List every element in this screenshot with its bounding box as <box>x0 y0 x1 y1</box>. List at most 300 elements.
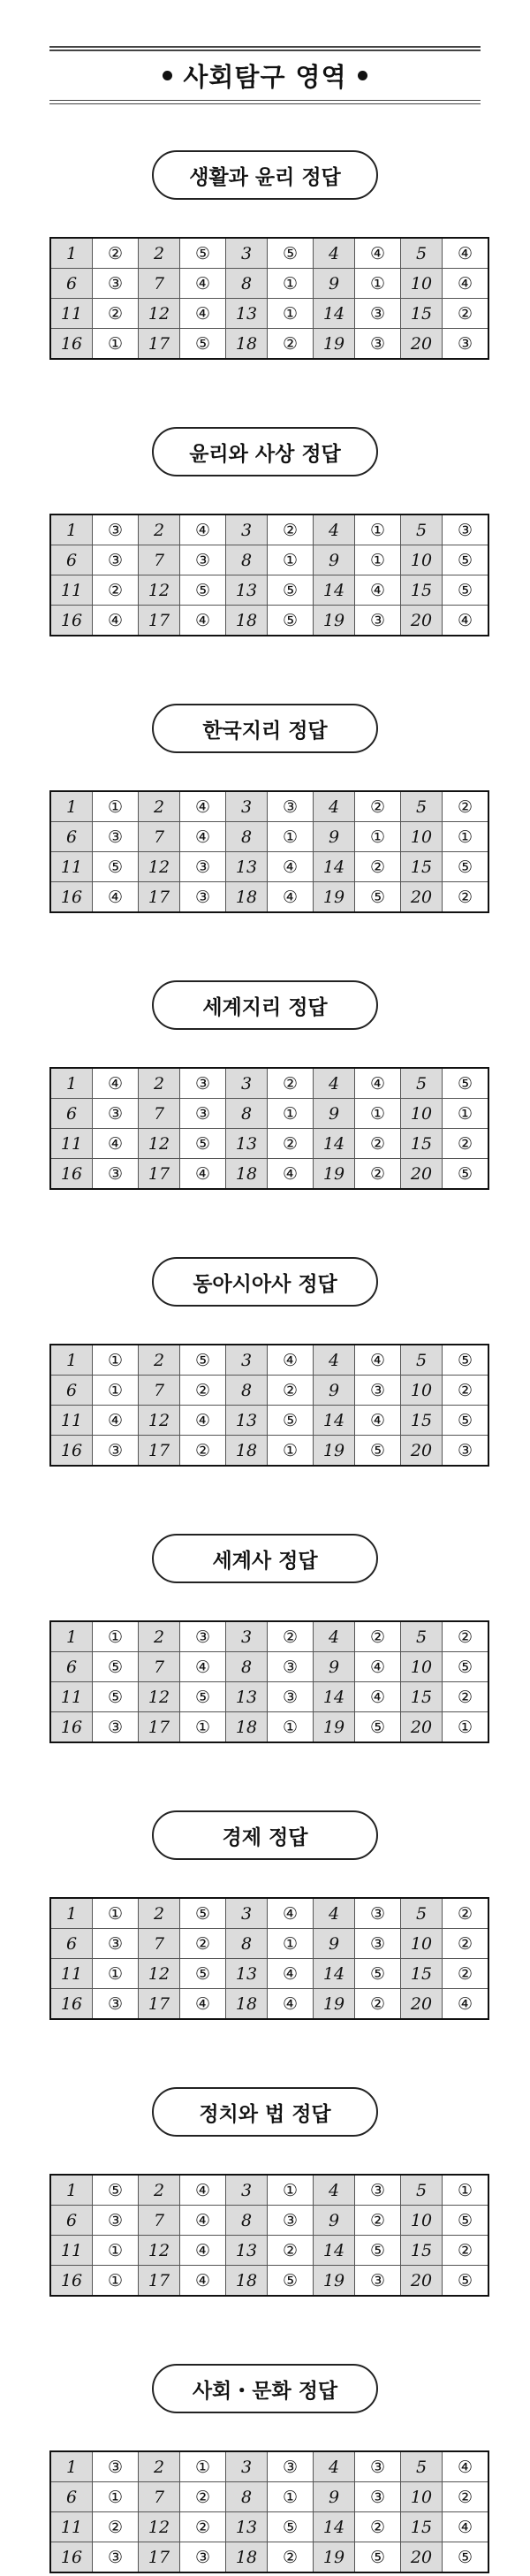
table-row <box>50 299 488 329</box>
answer-cell: ② <box>268 514 314 545</box>
table-row <box>50 1929 488 1959</box>
answer-cell: ⑤ <box>443 2206 489 2236</box>
answer-cell: ⑤ <box>443 545 489 575</box>
answer-cell: ② <box>355 852 401 882</box>
answer-cell: ③ <box>180 545 226 575</box>
question-number: 8 <box>226 1929 268 1959</box>
question-number: 18 <box>226 1159 268 1190</box>
answer-cell: ④ <box>268 1989 314 2020</box>
answer-cell: ① <box>268 1712 314 1743</box>
question-number: 20 <box>401 1159 443 1190</box>
question-number: 14 <box>314 2512 355 2542</box>
question-number: 6 <box>50 1929 93 1959</box>
answer-cell: ③ <box>93 1989 139 2020</box>
answer-cell: ③ <box>180 852 226 882</box>
page-title-text: 사회탐구 영역 <box>183 61 347 92</box>
answer-cell: ③ <box>355 1376 401 1406</box>
answer-cell: ⑤ <box>355 1959 401 1989</box>
answer-cell: ③ <box>180 2542 226 2573</box>
question-number: 5 <box>401 2451 443 2482</box>
answer-cell: ⑤ <box>180 238 226 269</box>
question-number: 15 <box>401 1682 443 1712</box>
question-number: 3 <box>226 514 268 545</box>
question-number: 12 <box>139 1406 180 1436</box>
question-number: 3 <box>226 2451 268 2482</box>
question-number: 7 <box>139 2206 180 2236</box>
answer-cell: ① <box>355 514 401 545</box>
question-number: 16 <box>50 1159 93 1190</box>
question-number: 1 <box>50 1621 93 1652</box>
answer-cell: ④ <box>180 1989 226 2020</box>
answer-cell: ④ <box>180 514 226 545</box>
question-number: 19 <box>314 329 355 360</box>
answer-section <box>0 2364 530 2576</box>
table-row <box>50 852 488 882</box>
question-number: 16 <box>50 329 93 360</box>
table-row <box>50 2451 488 2482</box>
question-number: 14 <box>314 299 355 329</box>
question-number: 15 <box>401 575 443 606</box>
answer-cell: ④ <box>355 1682 401 1712</box>
question-number: 19 <box>314 1436 355 1467</box>
answer-cell: ⑤ <box>355 1712 401 1743</box>
answer-cell: ⑤ <box>443 852 489 882</box>
question-number: 7 <box>139 1652 180 1682</box>
answer-cell: ② <box>180 1929 226 1959</box>
answer-cell: ① <box>93 2266 139 2297</box>
answer-cell: ⑤ <box>443 1159 489 1190</box>
table-row <box>50 545 488 575</box>
answer-cell: ① <box>268 545 314 575</box>
question-number: 1 <box>50 791 93 822</box>
answer-cell: ③ <box>355 2175 401 2206</box>
question-number: 16 <box>50 1989 93 2020</box>
question-number: 14 <box>314 1682 355 1712</box>
question-number: 13 <box>226 575 268 606</box>
question-number: 6 <box>50 1652 93 1682</box>
answer-cell: ④ <box>180 2175 226 2206</box>
answer-cell: ③ <box>93 1929 139 1959</box>
table-row <box>50 1682 488 1712</box>
answer-cell: ⑤ <box>268 575 314 606</box>
answer-cell: ④ <box>355 238 401 269</box>
question-number: 4 <box>314 1621 355 1652</box>
answer-cell: ② <box>443 1682 489 1712</box>
question-number: 14 <box>314 1129 355 1159</box>
answer-cell: ① <box>93 2482 139 2512</box>
answer-cell: ⑤ <box>443 575 489 606</box>
answer-cell: ② <box>268 1376 314 1406</box>
answer-table <box>49 514 489 636</box>
answer-cell: ④ <box>443 1989 489 2020</box>
question-number: 20 <box>401 1712 443 1743</box>
question-number: 8 <box>226 1376 268 1406</box>
answer-cell: ② <box>355 1989 401 2020</box>
table-row <box>50 2206 488 2236</box>
question-number: 18 <box>226 1436 268 1467</box>
answer-cell: ④ <box>93 1129 139 1159</box>
answer-cell: ④ <box>93 606 139 636</box>
question-number: 9 <box>314 1929 355 1959</box>
question-number: 2 <box>139 238 180 269</box>
answer-table <box>49 2174 489 2297</box>
answer-cell: ⑤ <box>180 1959 226 1989</box>
answer-cell: ④ <box>180 2266 226 2297</box>
question-number: 19 <box>314 606 355 636</box>
question-number: 17 <box>139 606 180 636</box>
answer-cell: ⑤ <box>268 606 314 636</box>
answer-cell: ③ <box>93 2206 139 2236</box>
question-number: 8 <box>226 1652 268 1682</box>
table-row <box>50 2512 488 2542</box>
question-number: 14 <box>314 1959 355 1989</box>
answer-cell: ① <box>268 1436 314 1467</box>
question-number: 3 <box>226 1345 268 1376</box>
table-row <box>50 2542 488 2573</box>
question-number: 9 <box>314 822 355 852</box>
answer-cell: ④ <box>268 1345 314 1376</box>
question-number: 10 <box>401 1376 443 1406</box>
answer-cell: ① <box>355 269 401 299</box>
question-number: 13 <box>226 1959 268 1989</box>
question-number: 12 <box>139 299 180 329</box>
question-number: 2 <box>139 1898 180 1929</box>
answer-cell: ② <box>443 299 489 329</box>
question-number: 12 <box>139 2236 180 2266</box>
header-rule-top-inner <box>49 50 481 51</box>
question-number: 17 <box>139 2266 180 2297</box>
question-number: 20 <box>401 1989 443 2020</box>
answer-cell: ⑤ <box>355 2542 401 2573</box>
answer-cell: ④ <box>443 2451 489 2482</box>
answer-cell: ③ <box>93 269 139 299</box>
question-number: 20 <box>401 329 443 360</box>
answer-cell: ① <box>93 1621 139 1652</box>
question-number: 16 <box>50 1436 93 1467</box>
answer-cell: ④ <box>180 606 226 636</box>
answer-cell: ① <box>180 1712 226 1743</box>
answer-cell: ① <box>268 2175 314 2206</box>
answer-cell: ② <box>268 1621 314 1652</box>
answer-cell: ④ <box>355 1406 401 1436</box>
question-number: 11 <box>50 2236 93 2266</box>
question-number: 5 <box>401 2175 443 2206</box>
section-title: 세계지리 정답 <box>152 980 378 1030</box>
question-number: 2 <box>139 1345 180 1376</box>
table-row <box>50 1898 488 1929</box>
answer-cell: ③ <box>268 1652 314 1682</box>
answer-cell: ② <box>93 238 139 269</box>
question-number: 7 <box>139 1929 180 1959</box>
question-number: 11 <box>50 575 93 606</box>
answer-table <box>49 1897 489 2020</box>
answer-cell: ④ <box>355 1068 401 1099</box>
answer-table <box>49 237 489 360</box>
answer-cell: ② <box>443 1376 489 1406</box>
answer-cell: ④ <box>180 269 226 299</box>
question-number: 4 <box>314 791 355 822</box>
question-number: 6 <box>50 1376 93 1406</box>
answer-cell: ④ <box>93 882 139 913</box>
question-number: 10 <box>401 2482 443 2512</box>
answer-cell: ② <box>443 2482 489 2512</box>
question-number: 2 <box>139 791 180 822</box>
answer-section <box>0 1257 530 1469</box>
answer-cell: ④ <box>443 269 489 299</box>
question-number: 12 <box>139 1129 180 1159</box>
answer-cell: ⑤ <box>180 1682 226 1712</box>
table-row <box>50 1068 488 1099</box>
question-number: 17 <box>139 1436 180 1467</box>
answer-cell: ⑤ <box>443 1652 489 1682</box>
question-number: 5 <box>401 791 443 822</box>
answer-cell: ② <box>355 791 401 822</box>
question-number: 14 <box>314 1406 355 1436</box>
answer-cell: ⑤ <box>443 1406 489 1436</box>
table-row <box>50 2266 488 2297</box>
question-number: 15 <box>401 2512 443 2542</box>
answer-cell: ④ <box>268 1159 314 1190</box>
answer-cell: ③ <box>180 882 226 913</box>
answer-cell: ⑤ <box>93 852 139 882</box>
question-number: 20 <box>401 1436 443 1467</box>
question-number: 11 <box>50 1959 93 1989</box>
answer-cell: ③ <box>93 1712 139 1743</box>
question-number: 1 <box>50 1068 93 1099</box>
answer-cell: ③ <box>443 329 489 360</box>
table-row <box>50 1099 488 1129</box>
question-number: 8 <box>226 269 268 299</box>
question-number: 12 <box>139 2512 180 2542</box>
question-number: 12 <box>139 1959 180 1989</box>
answer-cell: ③ <box>93 822 139 852</box>
question-number: 14 <box>314 2236 355 2266</box>
question-number: 9 <box>314 269 355 299</box>
question-number: 4 <box>314 1068 355 1099</box>
question-number: 3 <box>226 791 268 822</box>
question-number: 12 <box>139 1682 180 1712</box>
header-rule-bottom-inner <box>49 100 481 102</box>
question-number: 11 <box>50 2512 93 2542</box>
question-number: 10 <box>401 822 443 852</box>
answer-cell: ③ <box>443 514 489 545</box>
question-number: 20 <box>401 2266 443 2297</box>
answer-cell: ④ <box>268 1959 314 1989</box>
question-number: 19 <box>314 2542 355 2573</box>
answer-cell: ③ <box>355 606 401 636</box>
answer-section <box>0 1810 530 2023</box>
answer-cell: ④ <box>355 1652 401 1682</box>
question-number: 19 <box>314 1159 355 1190</box>
question-number: 7 <box>139 2482 180 2512</box>
answer-cell: ① <box>268 1929 314 1959</box>
answer-cell: ④ <box>93 1068 139 1099</box>
section-title: 세계사 정답 <box>152 1534 378 1583</box>
header-rule-top <box>49 46 481 48</box>
question-number: 7 <box>139 1099 180 1129</box>
question-number: 16 <box>50 2266 93 2297</box>
page-title <box>49 55 481 95</box>
question-number: 5 <box>401 1621 443 1652</box>
answer-cell: ① <box>443 1712 489 1743</box>
answer-cell: ⑤ <box>443 2266 489 2297</box>
answer-cell: ③ <box>93 514 139 545</box>
answer-cell: ③ <box>268 2206 314 2236</box>
question-number: 18 <box>226 882 268 913</box>
answer-cell: ④ <box>268 1898 314 1929</box>
question-number: 8 <box>226 545 268 575</box>
question-number: 5 <box>401 514 443 545</box>
answer-cell: ① <box>180 2451 226 2482</box>
answer-cell: ④ <box>180 1406 226 1436</box>
question-number: 9 <box>314 1099 355 1129</box>
answer-cell: ② <box>355 1129 401 1159</box>
question-number: 19 <box>314 1989 355 2020</box>
answer-cell: ① <box>93 1898 139 1929</box>
answer-cell: ② <box>355 2512 401 2542</box>
question-number: 10 <box>401 1099 443 1129</box>
question-number: 3 <box>226 1068 268 1099</box>
question-number: 13 <box>226 1129 268 1159</box>
question-number: 18 <box>226 2266 268 2297</box>
answer-cell: ③ <box>355 2451 401 2482</box>
table-row <box>50 1959 488 1989</box>
question-number: 10 <box>401 2206 443 2236</box>
answer-table <box>49 1344 489 1467</box>
header-rule-bottom <box>49 103 481 105</box>
answer-cell: ② <box>93 299 139 329</box>
question-number: 14 <box>314 575 355 606</box>
question-number: 15 <box>401 1129 443 1159</box>
question-number: 7 <box>139 545 180 575</box>
answer-cell: ③ <box>355 299 401 329</box>
answer-cell: ① <box>268 299 314 329</box>
table-row <box>50 575 488 606</box>
answer-section <box>0 150 530 362</box>
question-number: 6 <box>50 1099 93 1129</box>
answer-table <box>49 790 489 913</box>
section-title: 정치와 법 정답 <box>152 2087 378 2137</box>
answer-table <box>49 2450 489 2573</box>
table-row <box>50 1712 488 1743</box>
table-row <box>50 1159 488 1190</box>
answer-cell: ④ <box>443 606 489 636</box>
question-number: 8 <box>226 2206 268 2236</box>
answer-cell: ② <box>93 575 139 606</box>
answer-cell: ② <box>443 2236 489 2266</box>
answer-cell: ④ <box>355 575 401 606</box>
table-row <box>50 238 488 269</box>
question-number: 16 <box>50 1712 93 1743</box>
question-number: 17 <box>139 882 180 913</box>
question-number: 2 <box>139 1621 180 1652</box>
answer-cell: ④ <box>443 238 489 269</box>
question-number: 15 <box>401 1406 443 1436</box>
question-number: 5 <box>401 1345 443 1376</box>
answer-cell: ① <box>443 2175 489 2206</box>
question-number: 2 <box>139 2451 180 2482</box>
answer-cell: ⑤ <box>268 1406 314 1436</box>
answer-cell: ① <box>443 1099 489 1129</box>
answer-cell: ⑤ <box>268 238 314 269</box>
table-row <box>50 269 488 299</box>
answer-cell: ④ <box>180 2236 226 2266</box>
question-number: 17 <box>139 2542 180 2573</box>
question-number: 5 <box>401 238 443 269</box>
question-number: 13 <box>226 299 268 329</box>
answer-cell: ⑤ <box>180 1129 226 1159</box>
answer-cell: ④ <box>180 1159 226 1190</box>
question-number: 11 <box>50 1406 93 1436</box>
table-row <box>50 882 488 913</box>
question-number: 13 <box>226 2512 268 2542</box>
table-row <box>50 822 488 852</box>
answer-cell: ③ <box>93 1159 139 1190</box>
answer-cell: ① <box>93 1345 139 1376</box>
question-number: 2 <box>139 2175 180 2206</box>
table-row <box>50 329 488 360</box>
question-number: 3 <box>226 1898 268 1929</box>
answer-cell: ④ <box>268 852 314 882</box>
question-number: 14 <box>314 852 355 882</box>
answer-cell: ③ <box>355 2266 401 2297</box>
bullet-icon <box>358 71 367 80</box>
question-number: 6 <box>50 2206 93 2236</box>
section-title: 경제 정답 <box>152 1810 378 1860</box>
answer-cell: ③ <box>268 2451 314 2482</box>
question-number: 1 <box>50 238 93 269</box>
question-number: 2 <box>139 1068 180 1099</box>
question-number: 4 <box>314 2175 355 2206</box>
answer-cell: ① <box>93 791 139 822</box>
question-number: 6 <box>50 2482 93 2512</box>
answer-cell: ⑤ <box>180 1898 226 1929</box>
answer-cell: ③ <box>93 2542 139 2573</box>
answer-cell: ⑤ <box>443 1345 489 1376</box>
question-number: 3 <box>226 238 268 269</box>
answer-table <box>49 1620 489 1743</box>
section-title: 윤리와 사상 정답 <box>152 427 378 476</box>
question-number: 1 <box>50 2175 93 2206</box>
answer-cell: ② <box>268 1068 314 1099</box>
answer-cell: ① <box>93 329 139 360</box>
question-number: 13 <box>226 1682 268 1712</box>
question-number: 18 <box>226 1712 268 1743</box>
table-row <box>50 1436 488 1467</box>
answer-cell: ④ <box>180 1652 226 1682</box>
answer-cell: ③ <box>93 1099 139 1129</box>
question-number: 4 <box>314 2451 355 2482</box>
answer-cell: ③ <box>355 329 401 360</box>
answer-cell: ③ <box>443 1436 489 1467</box>
answer-cell: ② <box>268 2542 314 2573</box>
answer-cell: ⑤ <box>443 2542 489 2573</box>
question-number: 17 <box>139 1712 180 1743</box>
table-row <box>50 1376 488 1406</box>
answer-cell: ① <box>93 2236 139 2266</box>
answer-cell: ④ <box>443 2512 489 2542</box>
answer-cell: ① <box>268 2482 314 2512</box>
answer-cell: ③ <box>93 2451 139 2482</box>
table-row <box>50 2482 488 2512</box>
question-number: 11 <box>50 1682 93 1712</box>
question-number: 13 <box>226 1406 268 1436</box>
question-number: 8 <box>226 822 268 852</box>
question-number: 9 <box>314 1376 355 1406</box>
answer-cell: ② <box>180 2482 226 2512</box>
question-number: 1 <box>50 1898 93 1929</box>
question-number: 1 <box>50 514 93 545</box>
